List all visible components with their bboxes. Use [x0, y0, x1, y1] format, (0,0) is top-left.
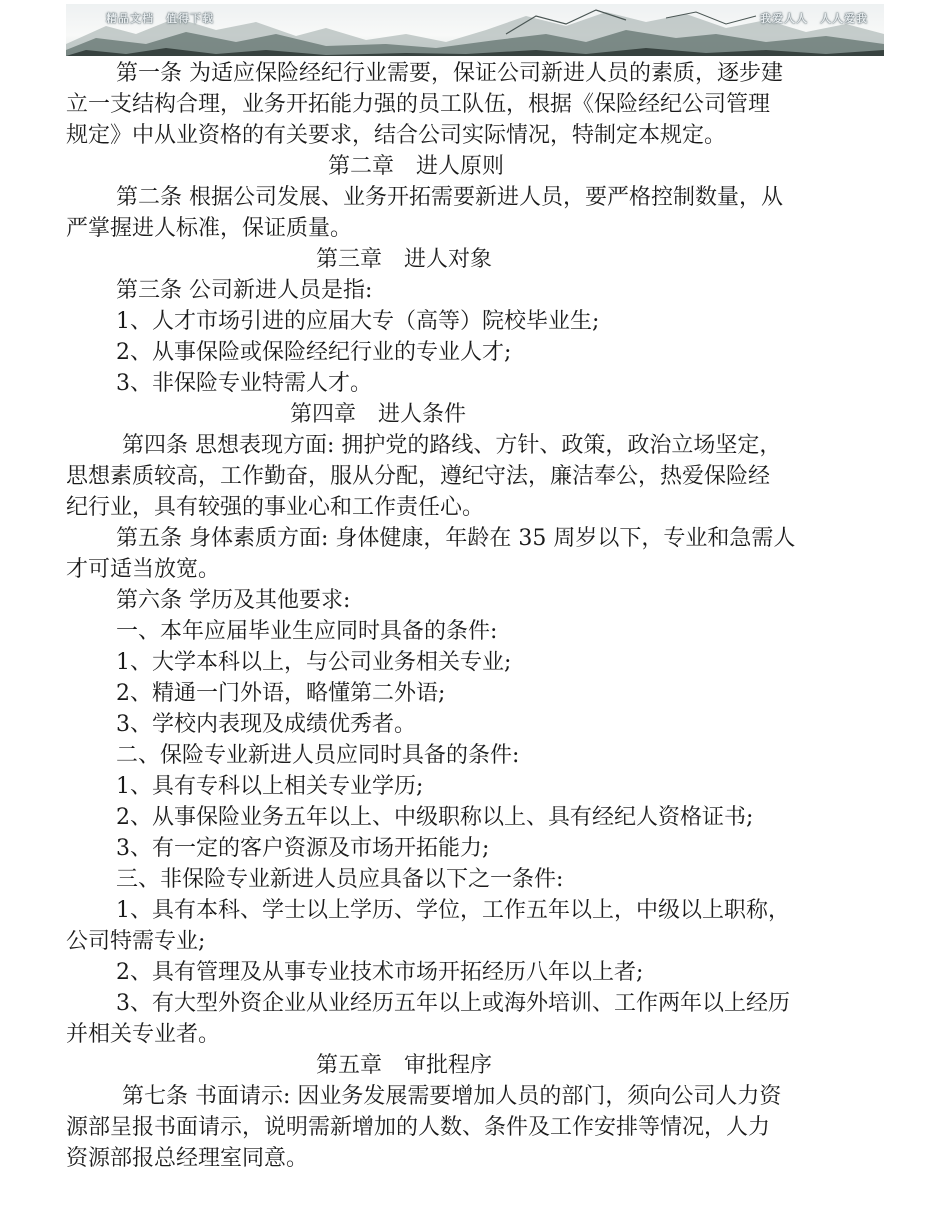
- article-3-line-1: 第三条 公司新进人员是指:: [116, 278, 373, 303]
- article-6-line-1: 第六条 学历及其他要求:: [116, 588, 351, 613]
- article-3-item-2: 2、从事保险或保险经纪行业的专业人才;: [116, 340, 512, 365]
- article-6-section-3: 三、非保险专业新进人员应具备以下之一条件:: [116, 867, 564, 892]
- article-7-line-3: 资源部报总经理室同意。: [66, 1146, 309, 1171]
- article-6-section-3-item-3-line-1: 3、有大型外资企业从业经历五年以上或海外培训、工作两年以上经历: [116, 991, 790, 1016]
- article-2-line-2: 严掌握进人标准，保证质量。: [66, 216, 353, 241]
- article-3-item-1: 1、人才市场引进的应届大专（高等）院校毕业生;: [116, 309, 600, 334]
- chapter-2-heading: 第二章 进人原则: [328, 154, 505, 179]
- article-6-section-3-item-1-line-1: 1、具有本科、学士以上学历、学位，工作五年以上，中级以上职称，: [116, 898, 790, 923]
- article-6-section-1-item-2: 2、精通一门外语，略懂第二外语;: [116, 681, 446, 706]
- document-body: [66, 58, 884, 1174]
- article-6-section-1-item-1: 1、大学本科以上，与公司业务相关专业;: [116, 650, 512, 675]
- banner-slogan-left: 精品文档 值得下载: [106, 12, 214, 25]
- article-1-line-3: 规定》中从业资格的有关要求，结合公司实际情况，特制定本规定。: [66, 123, 727, 148]
- article-6-section-2: 二、保险专业新进人员应同时具备的条件:: [116, 743, 520, 768]
- article-6-section-2-item-3: 3、有一定的客户资源及市场开拓能力;: [116, 836, 490, 861]
- banner-slogan-right: 我爱人人 人人爱我: [760, 12, 868, 25]
- article-1-line-1: 第一条 为适应保险经纪行业需要，保证公司新进人员的素质，逐步建: [116, 61, 783, 86]
- article-7-line-2: 源部呈报书面请示，说明需新增加的人数、条件及工作安排等情况，人力: [66, 1115, 771, 1140]
- chapter-3-heading: 第三章 进人对象: [316, 247, 493, 272]
- chapter-5-heading: 第五章 审批程序: [316, 1053, 493, 1078]
- article-6-section-2-item-2: 2、从事保险业务五年以上、中级职称以上、具有经纪人资格证书;: [116, 805, 754, 830]
- article-6-section-1: 一、本年应届毕业生应同时具备的条件:: [116, 619, 498, 644]
- article-6-section-3-item-3-line-2: 并相关专业者。: [66, 1022, 221, 1047]
- article-4-line-2: 思想素质较高，工作勤奋，服从分配，遵纪守法，廉洁奉公，热爱保险经: [66, 464, 771, 489]
- chapter-4-heading: 第四章 进人条件: [290, 402, 467, 427]
- article-6-section-2-item-1: 1、具有专科以上相关专业学历;: [116, 774, 424, 799]
- article-4-line-3: 纪行业，具有较强的事业心和工作责任心。: [66, 495, 485, 520]
- article-6-section-3-item-2: 2、具有管理及从事专业技术市场开拓经历八年以上者;: [116, 960, 644, 985]
- article-5-line-2: 才可适当放宽。: [66, 557, 221, 582]
- article-3-item-3: 3、非保险专业特需人才。: [116, 371, 372, 396]
- header-banner: [66, 4, 884, 56]
- article-7-line-1: 第七条 书面请示: 因业务发展需要增加人员的部门，须向公司人力资: [122, 1084, 782, 1109]
- article-6-section-3-item-1-line-2: 公司特需专业;: [66, 929, 206, 954]
- article-2-line-1: 第二条 根据公司发展、业务开拓需要新进人员，要严格控制数量，从: [116, 185, 783, 210]
- article-6-section-1-item-3: 3、学校内表现及成绩优秀者。: [116, 712, 416, 737]
- article-4-line-1: 第四条 思想表现方面: 拥护党的路线、方针、政策，政治立场坚定，: [122, 433, 782, 458]
- article-5-line-1: 第五条 身体素质方面: 身体健康，年龄在 35 周岁以下，专业和急需人: [116, 526, 796, 551]
- article-1-line-2: 立一支结构合理，业务开拓能力强的员工队伍，根据《保险经纪公司管理: [66, 92, 771, 117]
